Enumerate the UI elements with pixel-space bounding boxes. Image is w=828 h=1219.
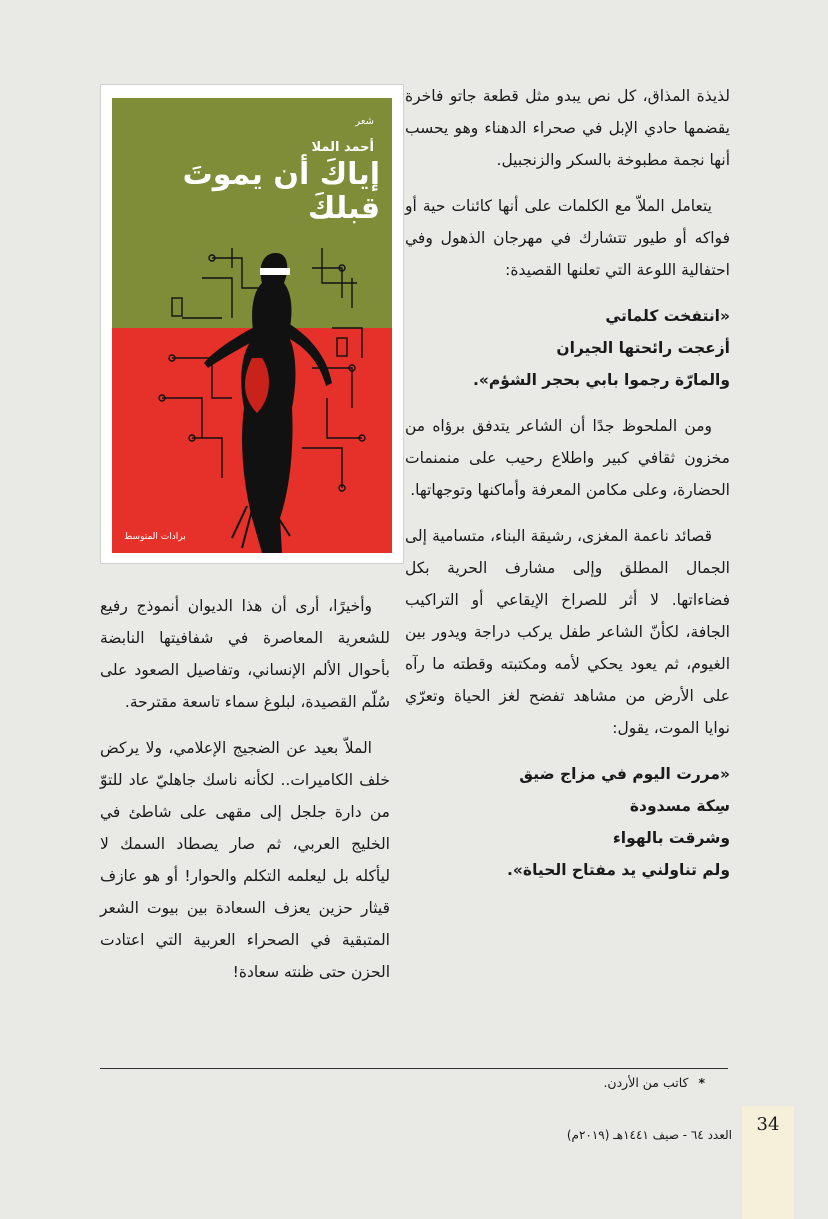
paragraph: قصائد ناعمة المغزى، رشيقة البناء، متسامية إلى الجمال المطلق وإلى مشارف الحرية بكل فضاءاتها. لا أثر للصراخ الإيقاعي أو التراكيب الجافة، لكأنّ الشاعر طفل يركب دراجة ويدور بين الغيوم، ثم يعود يحكي لأمه ومكتبته وقطته ما رآه على الأرض من مشاهد تفضح لغز الحياة وتعرّي نوايا الموت، يقول: <box>405 527 730 737</box>
page-number-tab <box>742 1106 794 1219</box>
cover-title: إياكَ أن يموتَ قبلكَ <box>182 157 380 226</box>
book-cover <box>112 98 392 553</box>
paragraph: لذيذة المذاق، كل نص يبدو مثل قطعة جاتو فاخرة يقضمها حادي الإبل في صحراء الدهناء وهو يحسب أنها نجمة مطبوخة بالسكر والزنجبيل. <box>405 87 730 169</box>
paragraph: يتعامل الملاّ مع الكلمات على أنها كائنات حية أو فواكه أو طيور تتشارك في مهرجان الذهول وفي احتفالية اللوعة التي تعلنها القصيدة: <box>405 197 730 279</box>
poem-line: أزعجت رائحتها الجيران <box>556 339 730 357</box>
poem-line: «انتفخت كلماتي <box>605 307 730 325</box>
footnote-marker: * <box>698 1075 705 1090</box>
publisher-logo: برادات المتوسط <box>124 532 186 542</box>
poem-quote <box>405 300 730 396</box>
poem-line: وشرقت بالهواء <box>612 829 730 847</box>
poem-quote <box>405 758 730 886</box>
cover-author: أحمد الملا <box>311 140 374 155</box>
footnote-text: كاتب من الأردن. <box>603 1075 689 1090</box>
footnote <box>100 1074 705 1092</box>
paragraph: ومن الملحوظ جدًا أن الشاعر يتدفق برؤاه من مخزون ثقافي كبير واطلاع رحيب على منمنمات الحضارة، وعلى مكامن المعرفة وأماكنها وتوجهاتها. <box>405 417 730 499</box>
cover-genre: شعر <box>355 116 374 127</box>
poem-line: ولم تناولني يد مفتاح الحياة». <box>507 861 730 879</box>
article-right-column <box>405 80 730 900</box>
book-cover-image <box>100 84 404 564</box>
page-number: 34 <box>756 1114 780 1135</box>
issue-info: العدد ٦٤ - صيف ١٤٤١هـ (٢٠١٩م) <box>566 1128 732 1142</box>
poem-line: والمارّة رجموا بابي بحجر الشؤم». <box>473 371 730 389</box>
footnote-divider <box>100 1068 728 1069</box>
paragraph: الملاّ بعيد عن الضجيج الإعلامي، ولا يركض خلف الكاميرات.. لكأنه ناسك جاهليّ عاد للتوّ من دارة جلجل إلى مقهى على شاطئ في الخليج العربي، ثم صار يصطاد السمك لا ليأكله بل ليعلمه التكلم والحوار! أو هو عازف قيثار حزين يعزف السعادة بين بيوت الشعر المتبقية في الصحراء العربية التي اعتادت الحزن حتى ظنته سعادة! <box>100 739 390 981</box>
paragraph: وأخيرًا، أرى أن هذا الديوان أنموذج رفيع للشعرية المعاصرة في شفافيتها النابضة بأحوال الألم الإنساني، وتفاصيل الصعود على سُلّم القصيدة، لبلوغ سماء تاسعة مقترحة. <box>100 597 390 711</box>
poem-line: «مررت اليوم في مزاج ضيق <box>519 765 730 783</box>
article-left-column <box>100 590 390 1002</box>
poem-line: سِكة مسدودة <box>629 797 730 815</box>
